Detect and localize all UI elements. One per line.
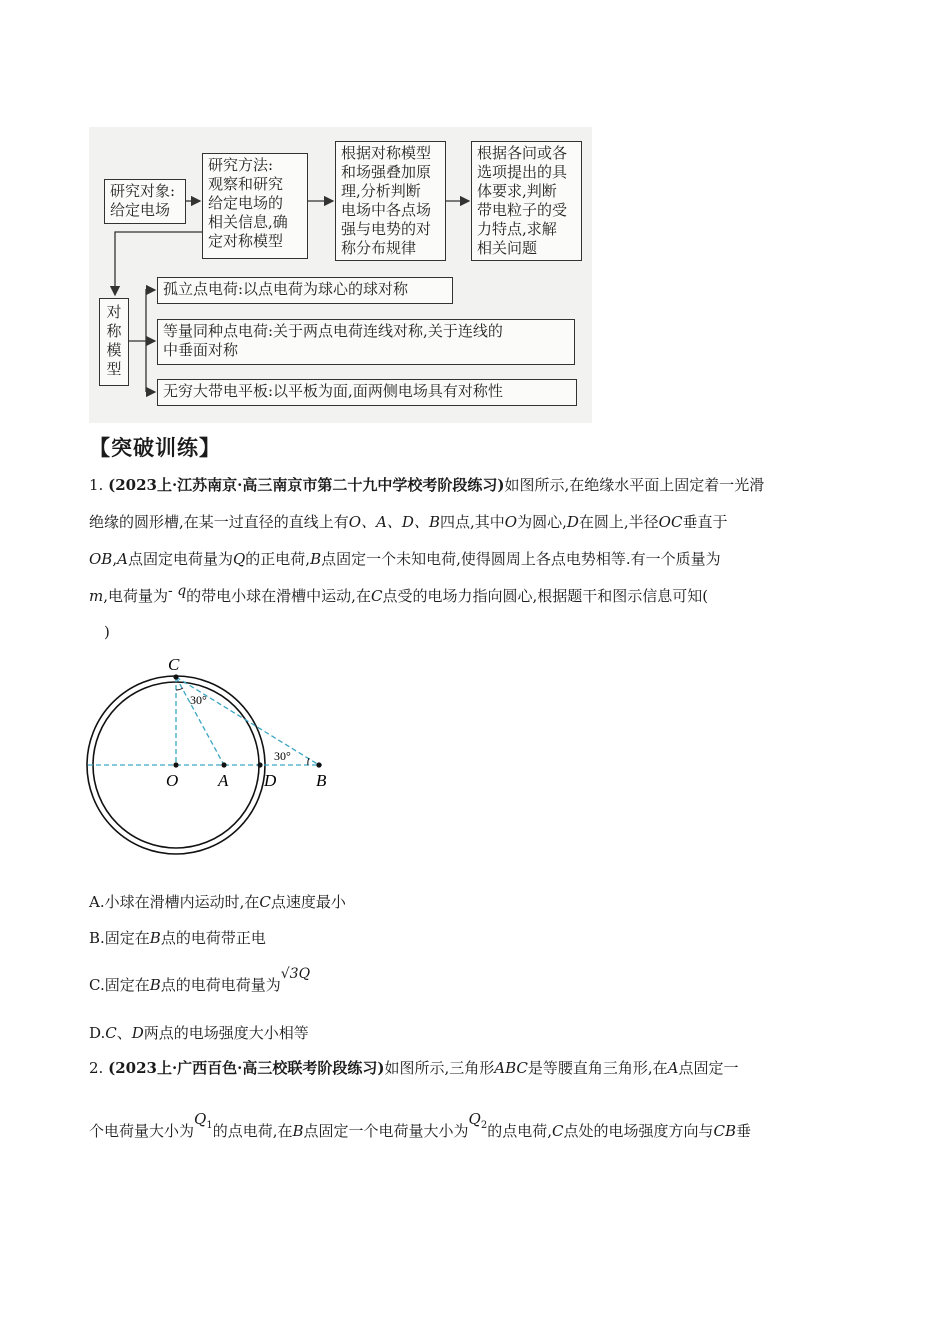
q2-number: 2. bbox=[89, 1059, 104, 1077]
angle-arc-right bbox=[308, 758, 309, 765]
q1-text: 绝缘的圆形槽,在某一过直径的直线上有 bbox=[89, 513, 349, 531]
q1-text: , bbox=[112, 550, 118, 568]
q1-line-3 bbox=[89, 549, 864, 569]
q1-text: 垂直于 bbox=[682, 513, 728, 531]
label-c: C bbox=[168, 655, 180, 674]
angle-arc-top bbox=[176, 688, 183, 690]
box-research-method: 研究方法: 观察和研究 给定电场的 相关信息,确 定对称模型 bbox=[202, 153, 308, 259]
option-text: 、 bbox=[116, 1024, 132, 1042]
q2-line-2 bbox=[89, 1110, 864, 1148]
q2-var-a: A bbox=[667, 1059, 679, 1077]
q2-text: 点固定一 bbox=[678, 1059, 739, 1077]
q2-var-q1: Q bbox=[194, 1110, 207, 1128]
option-text: 点的电荷带正电 bbox=[160, 929, 266, 947]
point-b bbox=[316, 762, 321, 767]
q2-text: 个电荷量大小为 bbox=[89, 1122, 195, 1140]
q2-var-cb: CB bbox=[713, 1122, 736, 1140]
label-o: O bbox=[166, 771, 179, 790]
q1-var-c: C bbox=[370, 587, 383, 605]
q2-text: 点固定一个电荷量大小为 bbox=[303, 1122, 469, 1140]
q2-var-abc: ABC bbox=[494, 1059, 528, 1077]
box-analyze: 根据对称模型 和场强叠加原 理,分析判断 电场中各点场 强与电势的对 称分布规律 bbox=[335, 141, 446, 261]
point-d bbox=[257, 762, 262, 767]
q2-sub: 1 bbox=[206, 1120, 213, 1131]
q1-text: 在圆上,半径 bbox=[578, 513, 659, 531]
option-formula: √3Q bbox=[280, 966, 311, 982]
method-flowchart bbox=[89, 127, 592, 423]
option-var: C bbox=[259, 893, 271, 911]
q1-text: 的带电小球在滑槽中运动,在 bbox=[186, 587, 371, 605]
q1-charge: - q bbox=[168, 583, 187, 599]
q1-circle-figure bbox=[84, 650, 344, 860]
label-a: A bbox=[218, 771, 229, 790]
q2-line-1 bbox=[89, 1058, 864, 1078]
q1-points: O、A、D、B bbox=[348, 513, 440, 531]
line-ca bbox=[176, 677, 224, 765]
label-b: B bbox=[316, 771, 327, 790]
q1-text: ,电荷量为 bbox=[103, 587, 169, 605]
q2-text: 的点电荷,在 bbox=[212, 1122, 293, 1140]
q1-line-2 bbox=[89, 512, 864, 532]
option-text: B.固定在 bbox=[89, 929, 150, 947]
angle-label-top: 30° bbox=[190, 693, 207, 707]
q1-line-1 bbox=[89, 475, 864, 495]
label-d: D bbox=[264, 771, 277, 790]
q1-var-q: Q bbox=[232, 550, 246, 568]
option-text: 两点的电场强度大小相等 bbox=[143, 1024, 309, 1042]
option-text: 点速度最小 bbox=[270, 893, 346, 911]
q2-var-q2: Q bbox=[468, 1110, 481, 1128]
box-research-object: 研究对象: 给定电场 bbox=[104, 179, 186, 224]
q1-text: 的正电荷, bbox=[245, 550, 311, 568]
q2-text: 是等腰直角三角形,在 bbox=[527, 1059, 668, 1077]
q1-var-o: O bbox=[504, 513, 518, 531]
q2-text: 点处的电场强度方向与 bbox=[563, 1122, 714, 1140]
q2-sub: 2 bbox=[480, 1120, 488, 1131]
q1-option-c[interactable] bbox=[89, 966, 311, 996]
option-var: B bbox=[149, 976, 161, 994]
q1-var-ob: OB bbox=[89, 550, 113, 568]
q2-text: 垂 bbox=[736, 1122, 752, 1140]
point-a bbox=[221, 762, 226, 767]
model-infinite-plate: 无穷大带电平板:以平板为面,面两侧电场具有对称性 bbox=[157, 379, 577, 406]
q1-option-a[interactable] bbox=[89, 892, 346, 912]
point-c bbox=[173, 674, 178, 679]
option-text: D. bbox=[89, 1024, 106, 1042]
q1-text: 如图所示,在绝缘水平面上固定着一光滑 bbox=[504, 476, 765, 494]
q1-answer-paren: ) bbox=[104, 623, 110, 641]
q1-text: 四点,其中 bbox=[439, 513, 505, 531]
angle-label-right: 30° bbox=[274, 749, 291, 763]
option-text: C.固定在 bbox=[89, 976, 150, 994]
q1-var-a: A bbox=[117, 550, 128, 568]
option-var: B bbox=[149, 929, 161, 947]
line-cb bbox=[176, 677, 319, 765]
q2-var-b: B bbox=[292, 1122, 304, 1140]
section-heading: 【突破训练】 bbox=[89, 436, 221, 460]
q1-number: 1. bbox=[89, 476, 104, 494]
q1-option-d[interactable] bbox=[89, 1023, 309, 1043]
q2-text: 如图所示,三角形 bbox=[384, 1059, 495, 1077]
box-solve: 根据各问或各 选项提出的具 体要求,判断 带电粒子的受 力特点,求解 相关问题 bbox=[471, 141, 582, 261]
q1-line-4 bbox=[89, 583, 864, 607]
point-o bbox=[173, 762, 178, 767]
q1-text: 点固定一个未知电荷,使得圆周上各点电势相等.有一个质量为 bbox=[321, 550, 721, 568]
option-var: D bbox=[131, 1024, 144, 1042]
q1-var-oc: OC bbox=[658, 513, 683, 531]
q2-text: 的点电荷, bbox=[487, 1122, 552, 1140]
option-text: A.小球在滑槽内运动时,在 bbox=[89, 893, 260, 911]
q1-source: (2023上·江苏南京·高三南京市第二十九中学校考阶段练习) bbox=[108, 476, 505, 494]
option-var: C bbox=[105, 1024, 117, 1042]
q1-var-d: D bbox=[566, 513, 579, 531]
q1-text: 为圆心, bbox=[517, 513, 567, 531]
q2-source: (2023上·广西百色·高三校联考阶段练习) bbox=[108, 1059, 385, 1077]
q1-var-m: m bbox=[89, 587, 104, 605]
model-point-charge: 孤立点电荷:以点电荷为球心的球对称 bbox=[157, 277, 453, 304]
q1-var-b: B bbox=[310, 550, 322, 568]
box-symmetry-model: 对 称 模 型 bbox=[99, 298, 129, 386]
model-equal-charges: 等量同种点电荷:关于两点电荷连线对称,关于连线的 中垂面对称 bbox=[157, 319, 575, 365]
q1-text: 点受的电场力指向圆心,根据题干和图示信息可知( bbox=[382, 587, 709, 605]
q1-text: 点固定电荷量为 bbox=[127, 550, 233, 568]
q1-option-b[interactable] bbox=[89, 928, 266, 948]
option-text: 点的电荷电荷量为 bbox=[160, 976, 281, 994]
q2-var-c: C bbox=[552, 1122, 564, 1140]
